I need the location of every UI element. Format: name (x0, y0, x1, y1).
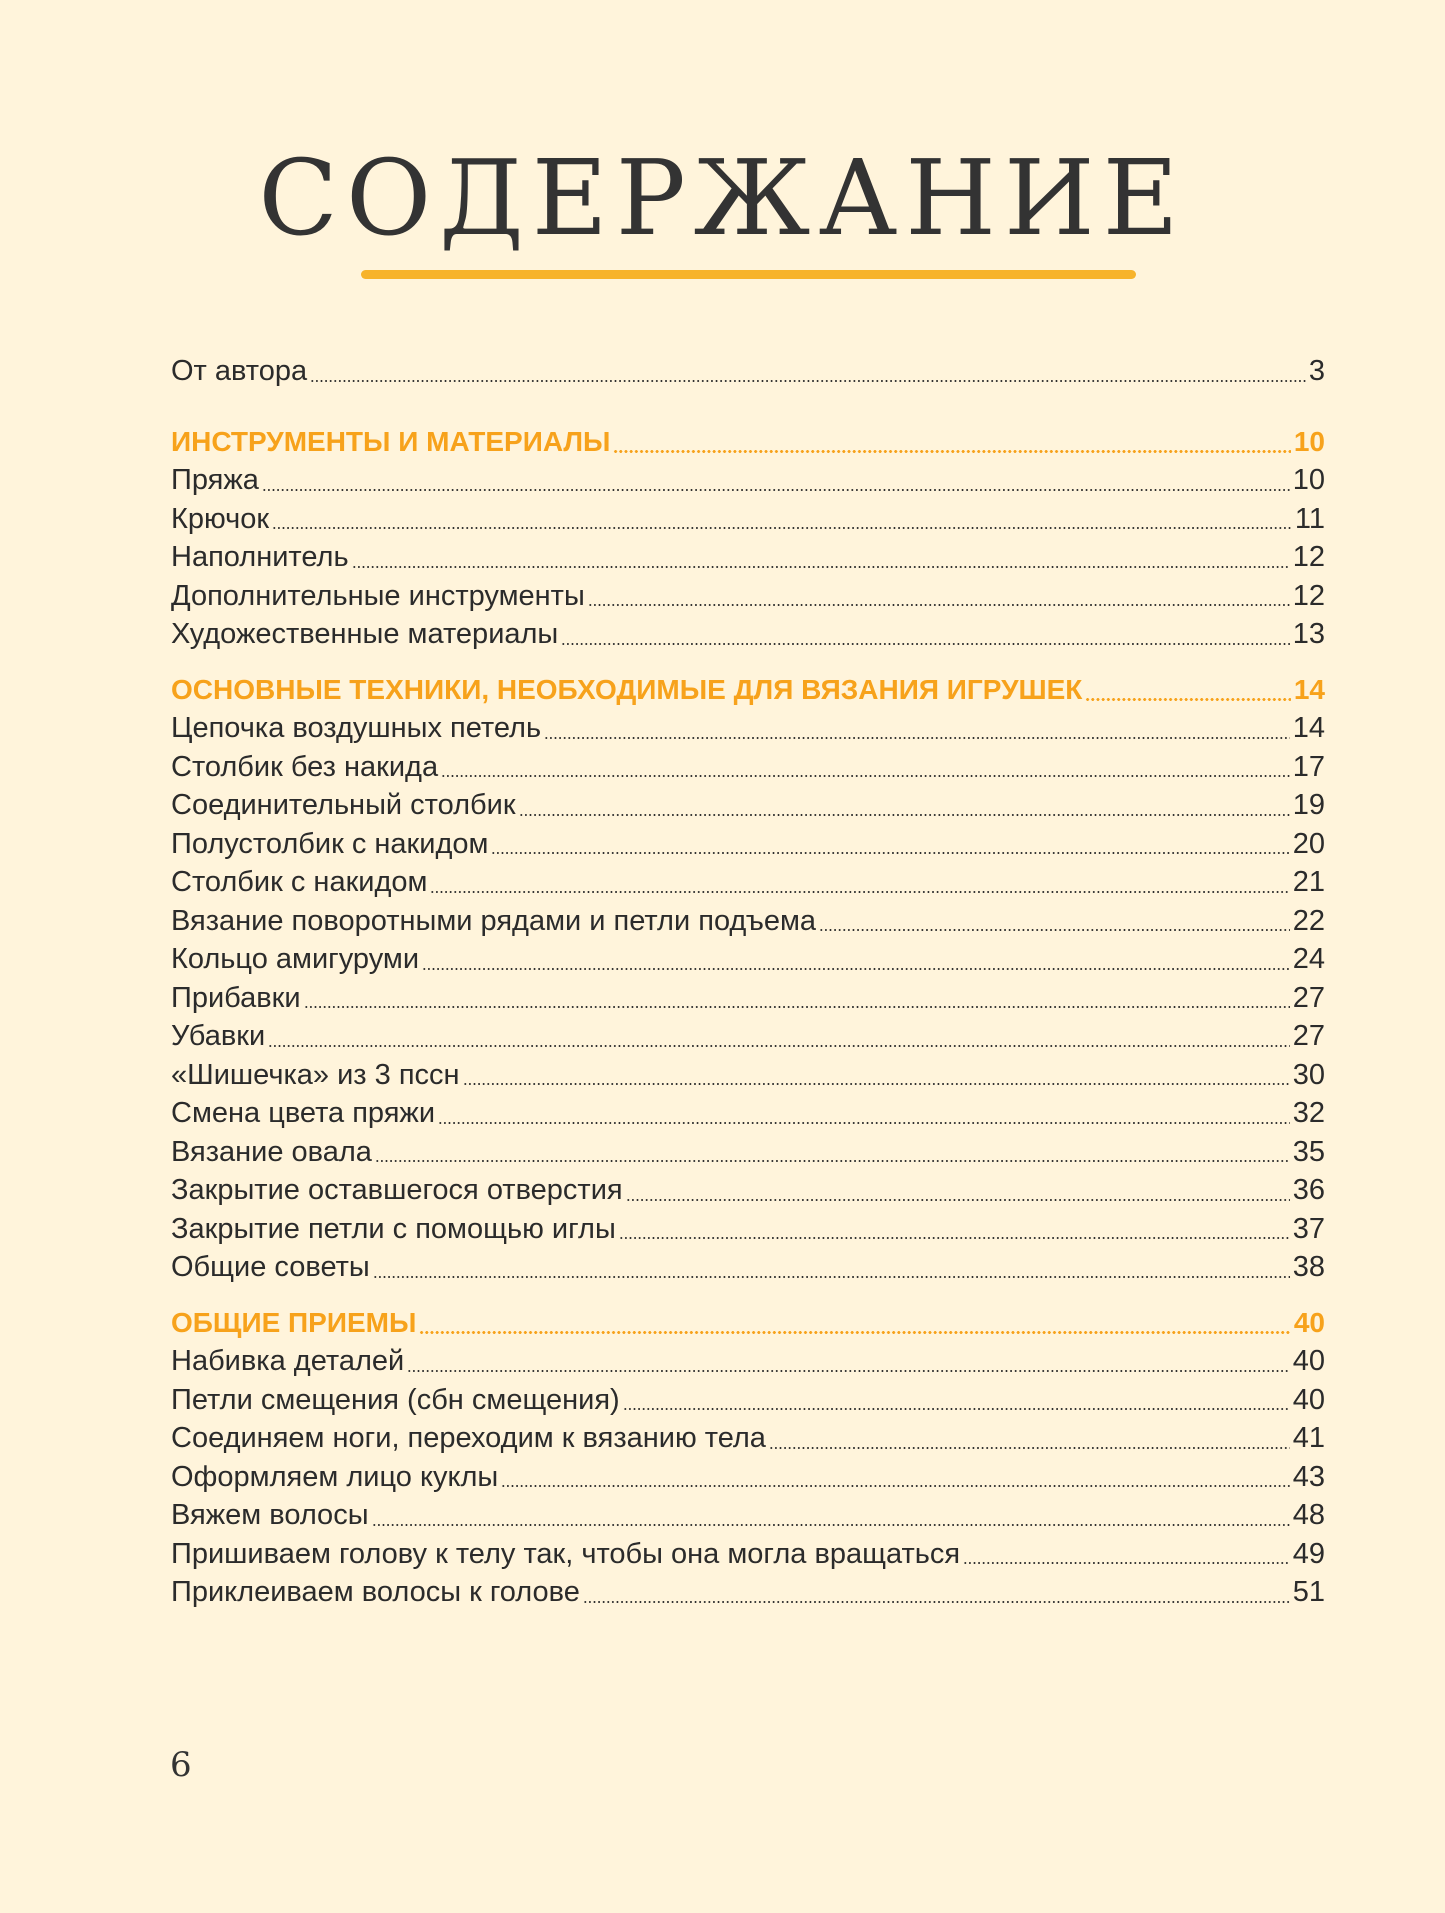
toc-entry-label: Оформляем лицо куклы (171, 1460, 499, 1493)
dot-leader (519, 814, 1290, 816)
dot-leader (819, 929, 1290, 931)
toc-entry-page: 37 (1292, 1212, 1325, 1245)
dot-leader (419, 1331, 1290, 1334)
dot-leader (375, 1160, 1290, 1162)
toc-entry-page: 14 (1292, 712, 1325, 744)
toc-entry-label: Прибавки (171, 981, 301, 1014)
dot-leader (1085, 698, 1290, 701)
toc-entry-page: 32 (1292, 1097, 1325, 1129)
title-underline (361, 270, 1136, 279)
toc-entry-page: 40 (1292, 1345, 1325, 1377)
toc-entry[interactable] (171, 1248, 1325, 1287)
toc-entry-page: 13 (1292, 618, 1325, 650)
dot-leader (626, 1199, 1290, 1201)
toc-entry-page: 38 (1292, 1251, 1325, 1283)
toc-entry[interactable] (171, 825, 1325, 864)
dot-leader (407, 1370, 1290, 1372)
toc-entry[interactable] (171, 1017, 1325, 1056)
toc-entry-page: 17 (1292, 750, 1325, 783)
toc-entry[interactable] (171, 709, 1325, 748)
section-heading-label: ОСНОВНЫЕ ТЕХНИКИ, НЕОБХОДИМЫЕ ДЛЯ ВЯЗАНИЯ ИГРУШЕК (171, 673, 1083, 705)
toc-entry-page: 12 (1292, 579, 1325, 612)
toc-entry[interactable] (171, 538, 1325, 577)
toc-entry-page: 20 (1292, 827, 1325, 860)
toc-entry[interactable] (171, 940, 1325, 979)
toc-entry-page: 40 (1292, 1383, 1325, 1416)
toc-entry-label: Полустолбик с накидом (171, 827, 489, 860)
toc-entry[interactable] (171, 461, 1325, 500)
toc-entry[interactable] (171, 1342, 1325, 1381)
toc-entry[interactable] (171, 1133, 1325, 1172)
dot-leader (430, 891, 1289, 893)
dot-leader (613, 450, 1290, 453)
toc-section-heading[interactable] (171, 671, 1325, 710)
toc-entry-page: 10 (1292, 464, 1325, 496)
toc-entry-label: Крючок (171, 502, 270, 535)
toc-entry[interactable] (171, 1094, 1325, 1133)
dot-leader (623, 1408, 1290, 1410)
toc-entry-label: Закрытие петли с помощью иглы (171, 1212, 616, 1245)
dot-leader (619, 1237, 1290, 1239)
toc-entry-page: 27 (1292, 981, 1325, 1014)
toc-entry[interactable] (171, 1496, 1325, 1535)
toc-entry[interactable] (171, 1171, 1325, 1210)
dot-leader (561, 643, 1289, 645)
toc-section-heading[interactable] (171, 423, 1325, 462)
toc-section-heading[interactable] (171, 1304, 1325, 1343)
toc-entry-label: «Шишечка» из 3 пссн (171, 1058, 460, 1091)
toc-entry-page: 30 (1292, 1058, 1325, 1091)
toc-entry-label: Вяжем волосы (171, 1499, 369, 1531)
toc-entry[interactable] (171, 786, 1325, 825)
section-heading-page: 10 (1293, 425, 1325, 457)
dot-leader (372, 1524, 1290, 1526)
dot-leader (438, 1122, 1290, 1124)
dot-leader (441, 775, 1290, 777)
dot-leader (491, 852, 1289, 854)
dot-leader (373, 1276, 1290, 1278)
section-heading-label: ОБЩИЕ ПРИЕМЫ (171, 1306, 417, 1338)
toc-entry-label: Художественные материалы (171, 618, 559, 650)
toc-entry-page: 3 (1308, 355, 1325, 387)
toc-entry-label: Вязание поворотными рядами и петли подъема (171, 904, 817, 937)
toc-entry-label: Петли смещения (сбн смещения) (171, 1383, 620, 1416)
toc-entry-label: Набивка деталей (171, 1345, 405, 1377)
toc-entry[interactable] (171, 1419, 1325, 1458)
page-number: 6 (170, 1745, 192, 1785)
section-heading-page: 40 (1293, 1306, 1325, 1338)
toc-entry-label: Общие советы (171, 1251, 370, 1283)
dot-leader (544, 737, 1290, 739)
toc-entry-page: 19 (1292, 789, 1325, 821)
toc-entry[interactable] (171, 1535, 1325, 1574)
dot-leader (501, 1485, 1289, 1487)
dot-leader (272, 527, 1292, 529)
toc-entry-page: 35 (1292, 1135, 1325, 1168)
toc-entry-label: Вязание овала (171, 1135, 372, 1168)
toc-entry-label: Пришиваем голову к телу так, чтобы она могла вращаться (171, 1537, 961, 1570)
page-title: СОДЕРЖАНИЕ (258, 137, 1187, 259)
toc-entry-label: Наполнитель (171, 541, 349, 573)
toc-entry-page: 27 (1292, 1020, 1325, 1052)
toc-entry[interactable] (171, 863, 1325, 902)
toc-entry-page: 36 (1292, 1174, 1325, 1206)
toc-entry-intro[interactable] (171, 352, 1325, 391)
toc-entry-page: 48 (1292, 1499, 1325, 1531)
dot-leader (310, 380, 1306, 382)
toc-entry[interactable] (171, 1056, 1325, 1095)
toc-entry[interactable] (171, 902, 1325, 941)
dot-leader (262, 489, 1290, 491)
toc-entry-label: От автора (171, 355, 308, 387)
toc-entry[interactable] (171, 748, 1325, 787)
toc-entry-page: 11 (1294, 502, 1325, 535)
toc-entry-label: Соединительный столбик (171, 789, 516, 821)
toc-entry-label: Столбик без накида (171, 750, 439, 783)
dot-leader (769, 1447, 1290, 1449)
toc-entry-label: Убавки (171, 1020, 266, 1052)
dot-leader (588, 604, 1290, 606)
toc-entry[interactable] (171, 577, 1325, 616)
dot-leader (268, 1045, 1290, 1047)
toc-entry-label: Соединяем ноги, переходим к вязанию тела (171, 1422, 766, 1454)
dot-leader (304, 1006, 1290, 1008)
toc-entry-label: Дополнительные инструменты (171, 579, 585, 612)
dot-leader (463, 1083, 1290, 1085)
toc-entry[interactable] (171, 1458, 1325, 1497)
toc-entry[interactable] (171, 500, 1325, 539)
toc-entry-page: 43 (1292, 1460, 1325, 1493)
section-heading-label: ИНСТРУМЕНТЫ И МАТЕРИАЛЫ (171, 425, 611, 457)
toc-entry[interactable] (171, 979, 1325, 1018)
section-heading-page: 14 (1293, 673, 1325, 705)
toc-entry-page: 41 (1292, 1422, 1325, 1454)
dot-leader (422, 968, 1290, 970)
toc-entry-page: 51 (1292, 1576, 1325, 1608)
toc-entry-label: Смена цвета пряжи (171, 1097, 436, 1129)
toc-entry-label: Столбик с накидом (171, 866, 428, 898)
toc-entry[interactable] (171, 1210, 1325, 1249)
dot-leader (583, 1601, 1290, 1603)
toc-entry-page: 22 (1292, 904, 1325, 937)
dot-leader (352, 566, 1290, 568)
toc-entry-page: 21 (1292, 866, 1325, 898)
toc-entry-label: Цепочка воздушных петель (171, 712, 542, 744)
toc-entry-label: Приклеиваем волосы к голове (171, 1576, 580, 1608)
toc-entry-page: 12 (1292, 541, 1325, 573)
toc-entry[interactable] (171, 615, 1325, 654)
toc-entry-label: Кольцо амигуруми (171, 943, 420, 975)
toc-entry-label: Закрытие оставшегося отверстия (171, 1174, 623, 1206)
dot-leader (963, 1562, 1290, 1564)
toc-entry-page: 24 (1292, 943, 1325, 975)
toc-entry-label: Пряжа (171, 464, 259, 496)
table-of-contents (171, 352, 1325, 1612)
toc-entry[interactable] (171, 1381, 1325, 1420)
toc-entry-page: 49 (1292, 1537, 1325, 1570)
toc-entry[interactable] (171, 1573, 1325, 1612)
